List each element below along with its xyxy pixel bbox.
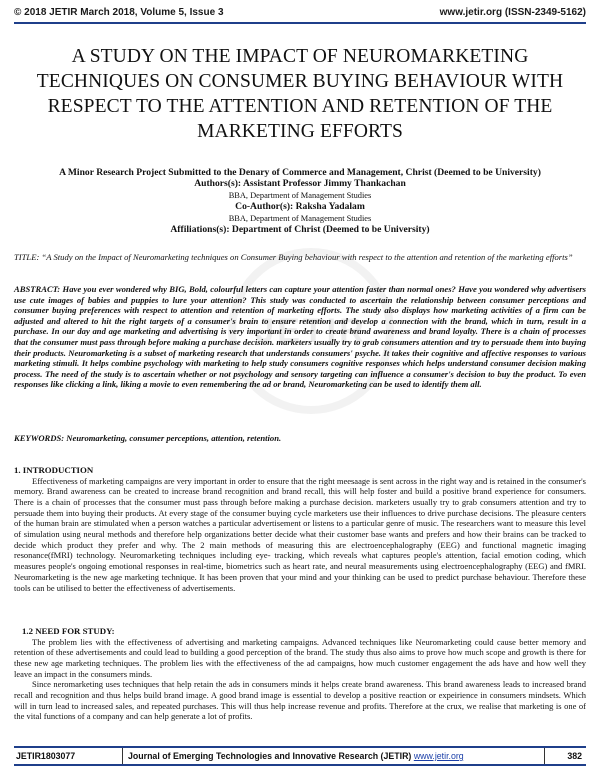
journal-title: Journal of Emerging Technologies and Innovative Research (JETIR)	[128, 751, 412, 761]
coauthor-department: BBA, Department of Management Studies	[228, 213, 372, 223]
need-paragraph-1: The problem lies with the effectiveness of advertising and marketing campaigns. Advanced techniques like Neuromarketing could cause better memory and retention of these advertisements and could lead to building a good perception of the brand. The study thus also aims to prove how much scope and growth is there for these new age marketing techniques. The problem lies with the effectiveness of the ad campaigns, how much customer engagement the ads have and how well they leave an impact in the consumers minds.	[14, 636, 586, 679]
introduction-heading: 1. INTRODUCTION	[14, 465, 94, 475]
page-header	[14, 6, 586, 24]
header-website-issn: www.jetir.org (ISSN-2349-5162)	[439, 7, 586, 18]
need-for-study-section	[14, 626, 586, 722]
keywords	[14, 433, 586, 444]
paper-title: A STUDY ON THE IMPACT OF NEUROMARKETING TECHNIQUES ON CONSUMER BUYING BEHAVIOUR WITH RESPECT TO THE ATTENTION AND RETENTION OF THE MARKETING EFFORTS	[36, 46, 564, 142]
author-block	[14, 167, 586, 235]
need-paragraph-2: Since neromarketing uses techniques that help retain the ads in consumers minds it helps create brand awareness. This brand awareness leads to increased brand recall and recognition and thus helps build brand image. A good brand image is essential to develop a positive reaction or expeirience in consumers mindsets. Which will in turn lead to increased sales, and repeated purchases. This will thus help increase revenue and profits. Therefore at the crux, we realise that marketing is one of the vital functions of a company and can help generate a lot of profits.	[14, 679, 586, 722]
title-statement	[14, 252, 586, 263]
paper-code: JETIR1803077	[16, 751, 76, 761]
abstract	[14, 284, 586, 390]
submission-line: A Minor Research Project Submitted to the Denary of Commerce and Management, Christ (Deemed to be University)	[59, 167, 541, 178]
keywords-text: Neuromarketing, consumer perceptions, attention, retention.	[66, 433, 282, 443]
abstract-text: Have you ever wondered why BIG, Bold, colourful letters can capture your attention faster than normal ones? Have you wondered why advertisers use cute images of babies and puppies to lure your attention? This study was conducted to ascertain the relationship between consumer perceptions and consumer buying preferences with respect to attention and retention of marketing efforts. The study also displays how marketing activities of a firm can be adjusted and altered to hit the right targets of a consumer's brain to ensure retention and develop a connection with the brand, which in turn, result in a purchase. In our day and age marketing and advertising is very important in order to create brand awareness and brand loyalty. There is a chain of processes that the consumer must pass through before making a purchase decision. marketers usually try to grab consumers attention and try to persuade them into buying their products. Neuromarketing is a subset of marketing research that understands consumers' psyche. It takes their cognitive and affective responses to various marketing stimuli. It helps combine psychology with marketing to help study consumers cognitive responses which helps understand consumer decision making process. The need of the study is to ascertain whether or not psychology and sensory targeting can influence a consumer's decision to buy the product. To even responses like clicking a link, liking a movie to even remembering the ad or brand, Neuromarketing can be used to identify them all.	[14, 284, 586, 390]
author-department: BBA, Department of Management Studies	[228, 190, 372, 200]
watermark-logo: JETIR	[228, 248, 394, 414]
header-citation: © 2018 JETIR March 2018, Volume 5, Issue 3	[14, 7, 224, 18]
affiliation-line: Affiliations(s): Department of Christ (Deemed to be University)	[170, 224, 430, 236]
page-footer	[14, 746, 586, 766]
author-line: Authors(s): Assistant Professor Jimmy Thankachan	[194, 178, 406, 190]
abstract-label: ABSTRACT:	[14, 284, 61, 294]
journal-website-link[interactable]: www.jetir.org	[413, 751, 464, 761]
keywords-label: KEYWORDS:	[14, 433, 65, 443]
need-heading: 1.2 NEED FOR STUDY:	[22, 626, 115, 636]
journal-name	[122, 748, 464, 764]
introduction-text: Effectiveness of marketing campaigns are very important in order to ensure that the right meesaage is sent across in the right way and is retained in the consumer's memory. Brand awareness can be created to increase brand recognition and brand recall, this will help foster and build a positive brand experience for consumers. There is a chain of processes that the consumer must pass through before making a purchase decision. marketers usually try to grab consumers attention and try to persuade them into buying their products. At every stage of the consumer buying cycle marketers use their influences to drive purchase decisions. The pleasure centers of the human brain are stimulated when a person watches a particular advertisement or listens to a particular genre of music. The researchers want to measure this level of simulation using neural methods and therefore help organizations better decide what their customer base wants and prefers and how their brains can be tracked to decide which product they prefer and why. The 2 main methods of measuring this are electroencephalography (EEG) and functional magnetic imaging resonance(fMRI) technology. Neuromarketing techniques including eye- tracking, which reveals what captures people's attention, facial emotion coding, which measures people's ongoing emotional responses in real-time, biometrics such as heart rate, and neural measurements using electroencephalography (EEG) and fMRI. Neuromarketing is the new age marketing technique. It has been proven that your mind and your thinking can be used to predict purchase behaviour. Therefore these tools can be utilised to better the effectiveness of advertisements.	[14, 475, 586, 593]
footer-divider	[544, 748, 550, 764]
title-label: TITLE:	[14, 252, 40, 262]
title-text: “A Study on the Impact of Neuromarketing techniques on Consumer Buying behaviour with respect to the attention and retention of the marketing efforts”	[41, 252, 573, 262]
introduction-section	[14, 465, 586, 593]
coauthor-line: Co-Author(s): Raksha Yadalam	[235, 201, 365, 213]
page-number: 382	[567, 751, 582, 761]
